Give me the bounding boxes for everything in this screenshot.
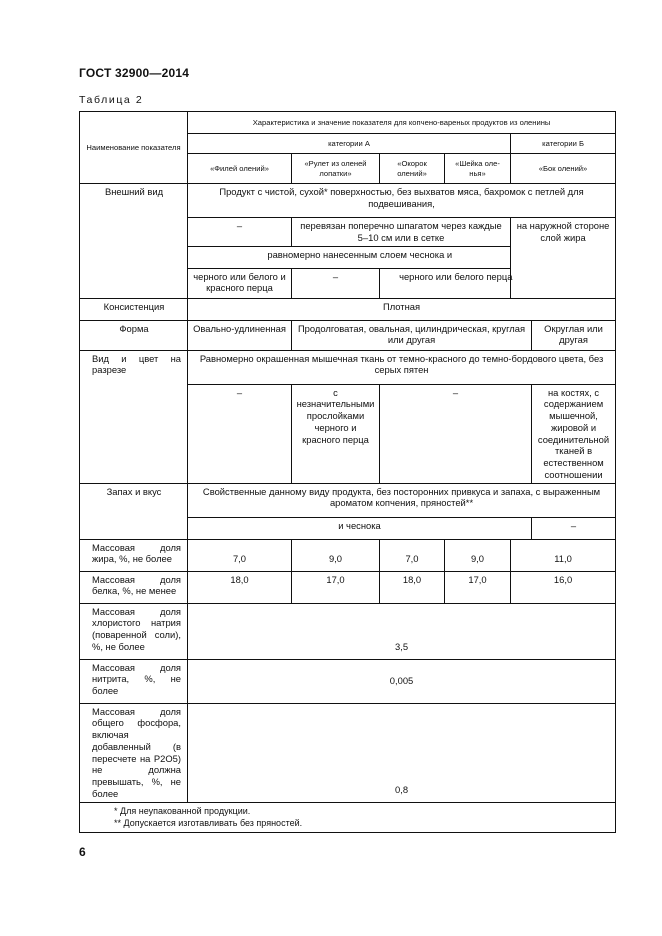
row-name-appearance: Внешний вид	[80, 184, 188, 299]
footnote-2: ** Допускается изготавливать без пряностей.	[114, 817, 303, 828]
row-name-consistency: Консистенция	[80, 298, 188, 320]
protein-value: 17,0	[292, 571, 380, 603]
section-dash-2: –	[380, 384, 532, 483]
row-name-phosphorus: Массовая доля общего фосфора, включая добавленный (в пересчете на P2O5) не должна превышать, %, не более	[80, 703, 188, 802]
row-name-salt: Массовая доля хлористого натрия (поваренной соли), %, не более	[80, 603, 188, 659]
indicators-table	[79, 111, 616, 833]
nitrite-value: 0,005	[188, 659, 616, 703]
fat-value: 7,0	[188, 539, 292, 571]
appearance-pepper-bw: черного или белого перца	[380, 268, 532, 298]
header-category-b: категории Б	[511, 134, 616, 154]
row-name-nitrite: Массовая доля нитрита, %, не более	[80, 659, 188, 703]
row-name-section: Вид и цвет на разрезе	[80, 350, 188, 483]
footnotes	[80, 802, 616, 832]
shape-middle: Продолговатая, овальная, цилиндрическая, круглая или другая	[292, 320, 532, 350]
row-name-fat: Массовая доля жира, %, не более	[80, 539, 188, 571]
row-name-smell: Запах и вкус	[80, 483, 188, 539]
appearance-general: Продукт с чистой, сухой* поверхностью, без выхватов мяса, бахромок с петлей для подвешивания,	[188, 184, 616, 218]
page-number: 6	[79, 845, 86, 859]
shape-bok: Округлая или другая	[532, 320, 616, 350]
protein-value: 18,0	[380, 571, 445, 603]
footnote-1: * Для неупакованной продукции.	[114, 805, 251, 816]
protein-value: 17,0	[445, 571, 511, 603]
appearance-garlic: равномерно нанесенным слоем чеснока и	[188, 246, 532, 268]
header-product-file: «Филей олений»	[188, 154, 292, 184]
section-bok: на костях, с содержанием мышечной, жировой и соединительной тканей в естественном соотношении	[532, 384, 616, 483]
appearance-dash-1: –	[188, 218, 292, 247]
appearance-pepper-bw-red: черного или белого и красного перца	[188, 268, 292, 298]
header-product-rulet: «Рулет из оленей лопатки»	[292, 154, 380, 184]
smell-general: Свойственные данному виду продукта, без посторонних привкуса и запаха, с выраженным ароматом копчения, пряностей**	[188, 483, 616, 517]
header-product-bok: «Бок олений»	[511, 154, 616, 184]
appearance-bok: на наружной стороне слой жира	[511, 218, 616, 299]
fat-value: 11,0	[511, 539, 616, 571]
shape-file: Овально-удлиненная	[188, 320, 292, 350]
consistency-value: Плотная	[188, 298, 616, 320]
section-dash-1: –	[188, 384, 292, 483]
smell-dash: –	[532, 517, 616, 539]
document-header: ГОСТ 32900—2014	[79, 66, 190, 80]
appearance-tied: перевязан поперечно шпагатом через каждые 5–10 см или в сетке	[292, 218, 511, 247]
protein-value: 16,0	[511, 571, 616, 603]
section-general: Равномерно окрашенная мышечная ткань от темно-красного до темно-бордового цвета, без серых пятен	[188, 350, 616, 384]
header-product-okorok: «Окорок олений»	[380, 154, 445, 184]
fat-value: 9,0	[292, 539, 380, 571]
row-name-shape: Форма	[80, 320, 188, 350]
protein-value: 18,0	[188, 571, 292, 603]
row-name-protein: Массовая доля белка, %, не менее	[80, 571, 188, 603]
phosphorus-value: 0,8	[188, 703, 616, 802]
salt-value: 3,5	[188, 603, 616, 659]
header-characteristic: Характеристика и значение показателя для копчено-вареных продуктов из оленины	[188, 112, 616, 134]
header-category-a: категории А	[188, 134, 511, 154]
fat-value: 9,0	[445, 539, 511, 571]
smell-garlic: и чеснока	[188, 517, 532, 539]
header-name-col: Наименование показателя	[80, 112, 188, 184]
section-rulet: с незначительными прослойками черного и красного перца	[292, 384, 380, 483]
table-caption: Таблица 2	[79, 94, 144, 106]
fat-value: 7,0	[380, 539, 445, 571]
appearance-dash-2: –	[292, 268, 380, 298]
header-product-sheika: «Шейка оле-нья»	[445, 154, 511, 184]
